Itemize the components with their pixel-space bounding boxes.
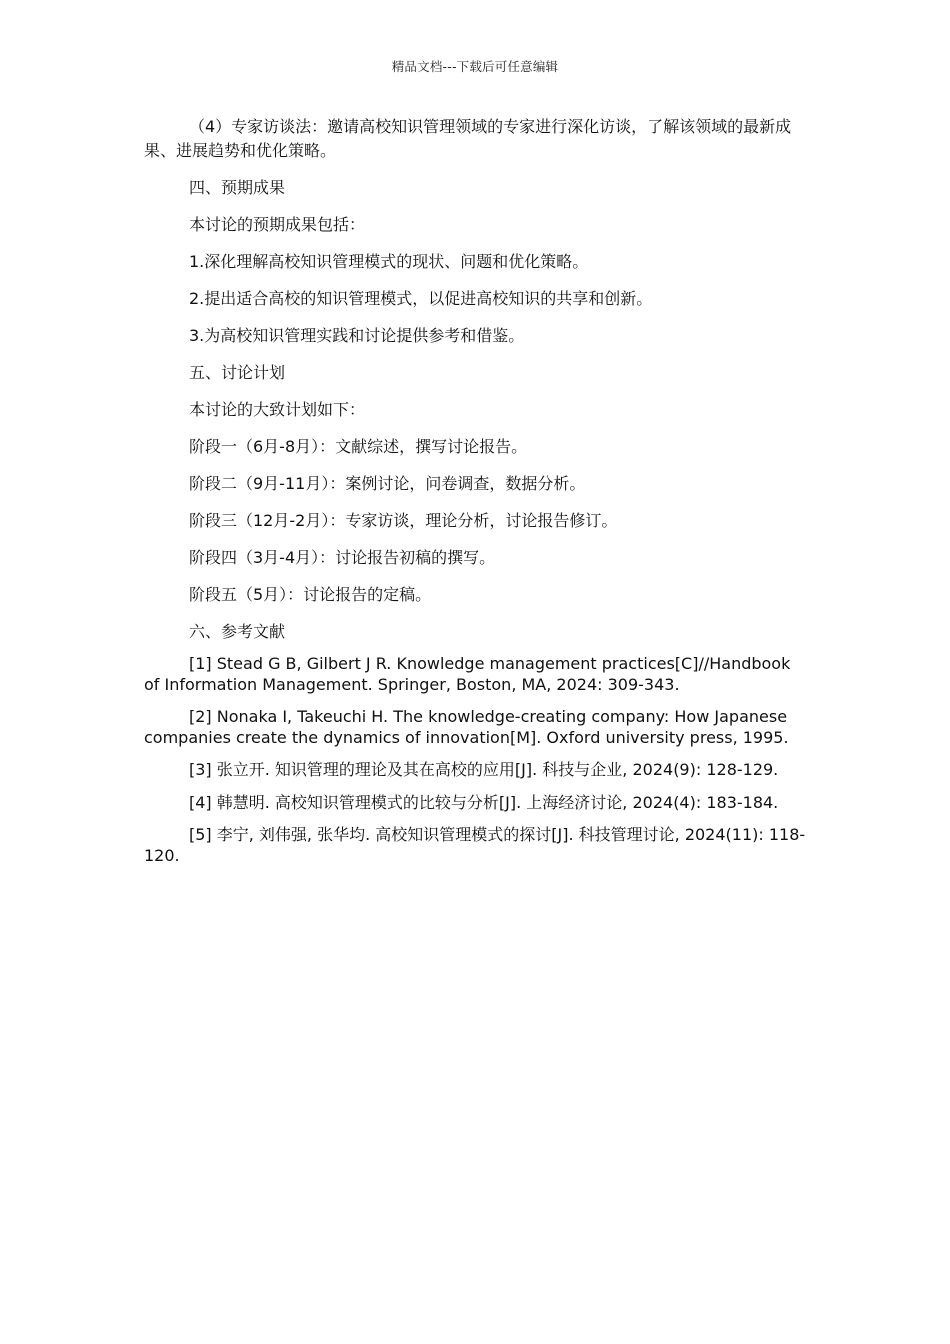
document-body	[144, 115, 809, 878]
reference-item: [2] Nonaka I, Takeuchi H. The knowledge-creating company: How Japanese companies create the dynamics of innovation[M]. Oxford university press, 1995.	[144, 707, 789, 747]
paragraph-results-intro: 本讨论的预期成果包括：	[189, 215, 366, 234]
plan-stage-1: 阶段一（6月-8月）：文献综述，撰写讨论报告。	[189, 437, 528, 456]
page-header: 精品文档---下载后可任意编辑	[391, 59, 559, 74]
paragraph-interview-method: （4）专家访谈法：邀请高校知识管理领域的专家进行深化访谈，了解该领域的最新成果、进展趋势和优化策略。	[144, 117, 792, 160]
reference-item: [4] 韩慧明. 高校知识管理模式的比较与分析[J]. 上海经济讨论, 2024(4): 183-184.	[189, 792, 779, 812]
list-item-result-2: 2.提出适合高校的知识管理模式，以促进高校知识的共享和创新。	[189, 289, 653, 308]
plan-stage-3: 阶段三（12月-2月）：专家访谈，理论分析，讨论报告修订。	[189, 511, 618, 530]
plan-stage-4: 阶段四（3月-4月）：讨论报告初稿的撰写。	[189, 548, 496, 567]
reference-item: [3] 张立开. 知识管理的理论及其在高校的应用[J]. 科技与企业, 2024(9): 128-129.	[189, 760, 779, 779]
section-heading-plan: 五、讨论计划	[189, 363, 286, 382]
list-item-result-3: 3.为高校知识管理实践和讨论提供参考和借鉴。	[189, 326, 525, 345]
plan-stage-5: 阶段五（5月）：讨论报告的定稿。	[189, 585, 432, 604]
paragraph-plan-intro: 本讨论的大致计划如下：	[189, 400, 366, 419]
reference-item: [1] Stead G B, Gilbert J R. Knowledge management practices[C]//Handbook of Information Management. Springer, Boston, MA, 2024: 309-343.	[144, 654, 791, 694]
reference-item: [5] 李宁, 刘伟强, 张华均. 高校知识管理模式的探讨[J]. 科技管理讨论, 2024(11): 118-120.	[144, 825, 806, 865]
reference-list	[144, 654, 809, 866]
section-heading-expected-results: 四、预期成果	[189, 178, 286, 197]
section-heading-references: 六、参考文献	[189, 622, 286, 641]
list-item-result-1: 1.深化理解高校知识管理模式的现状、问题和优化策略。	[189, 252, 589, 271]
plan-stage-2: 阶段二（9月-11月）：案例讨论，问卷调查，数据分析。	[189, 474, 586, 493]
